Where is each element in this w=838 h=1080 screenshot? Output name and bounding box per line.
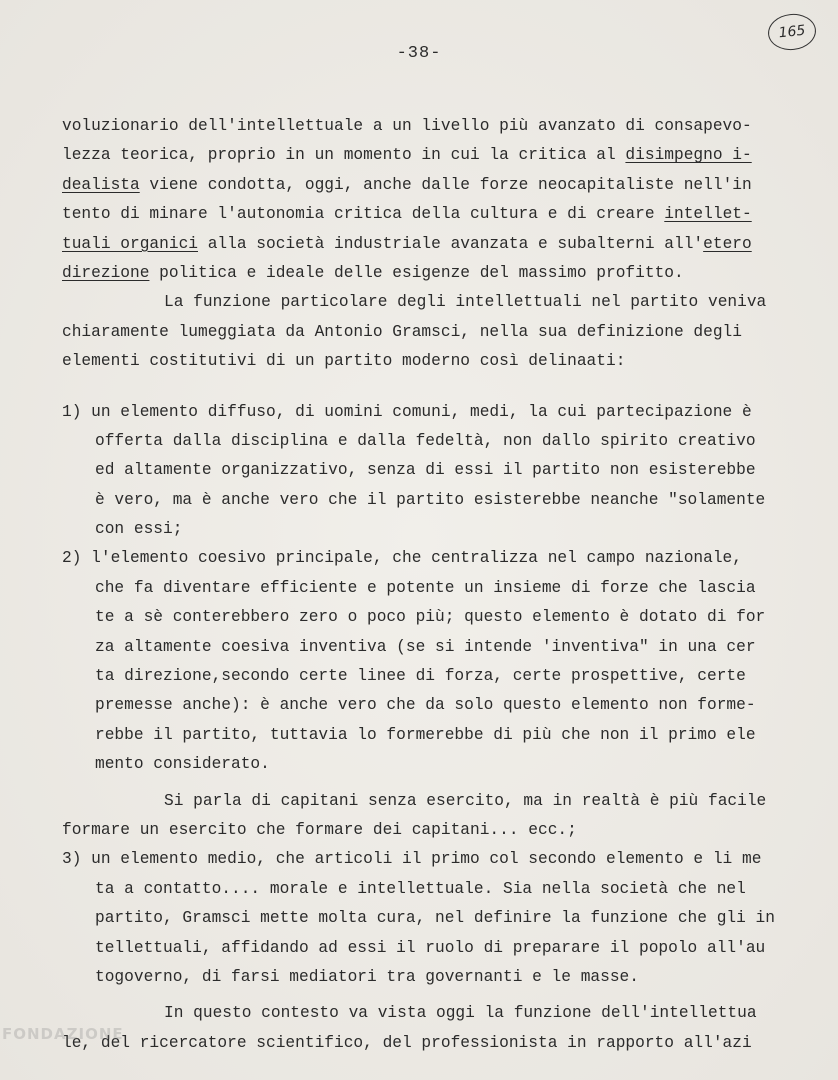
text-line: direzione politica e ideale delle esigenze del massimo profitto.: [62, 263, 684, 282]
text-line: tellettuali, affidando ad essi il ruolo di preparare il popolo all'au: [95, 938, 766, 957]
text-line: con essi;: [95, 520, 183, 539]
page-number: -38-: [396, 44, 442, 63]
text-line: offerta dalla disciplina e dalla fedeltà, non dallo spirito creativo: [95, 431, 756, 450]
text-line: 3) un elemento medio, che articoli il primo col secondo elemento e li me: [62, 850, 762, 869]
text-line: togoverno, di farsi mediatori tra governanti e le masse.: [95, 967, 639, 986]
text-line: le, del ricercatore scientifico, del professionista in rapporto all'azi: [62, 1033, 752, 1052]
text-line: ta direzione,secondo certe linee di forza, certe prospettive, certe: [95, 667, 746, 686]
text-line: La funzione particolare degli intellettuali nel partito veniva: [164, 293, 767, 312]
text-line: Si parla di capitani senza esercito, ma in realtà è più facile: [164, 791, 767, 810]
text-line: ta a contatto.... morale e intellettuale. Sia nella società che nel: [95, 879, 746, 898]
text-line: ed altamente organizzativo, senza di essi il partito non esisterebbe: [95, 461, 756, 480]
text-line: lezza teorica, proprio in un momento in cui la critica al disimpegno i-: [62, 146, 752, 165]
text-line: rebbe il partito, tuttavia lo formerebbe di più che non il primo ele: [95, 725, 756, 744]
text-line: chiaramente lumeggiata da Antonio Gramsci, nella sua definizione degli: [62, 322, 742, 341]
text-line: partito, Gramsci mette molta cura, nel definire la funzione che gli in: [95, 909, 775, 928]
text-line: è vero, ma è anche vero che il partito esisterebbe neanche "solamente: [95, 490, 766, 509]
text-line: elementi costitutivi di un partito moderno così delinaati:: [62, 352, 626, 371]
text-line: formare un esercito che formare dei capitani... ecc.;: [62, 820, 577, 839]
text-line: te a sè conterebbero zero o poco più; questo elemento è dotato di for: [95, 608, 766, 627]
text-line: voluzionario dell'intellettuale a un livello più avanzato di consapevo-: [62, 117, 752, 135]
text-line: In questo contesto va vista oggi la funzione dell'intellettua: [164, 1004, 757, 1023]
text-line: 1) un elemento diffuso, di uomini comuni, medi, la cui partecipazione è: [62, 402, 752, 421]
text-line: premesse anche): è anche vero che da solo questo elemento non forme-: [95, 696, 756, 715]
text-line: za altamente coesiva inventiva (se si intende 'inventiva" in una cer: [95, 637, 756, 656]
archive-stamp: 165: [766, 12, 818, 53]
text-line: 2) l'elemento coesivo principale, che centralizza nel campo nazionale,: [62, 549, 742, 568]
text-line: tuali organici alla società industriale avanzata e subalterni all'etero: [62, 234, 752, 253]
archive-watermark: FONDAZIONE: [2, 1025, 124, 1043]
text-line: che fa diventare efficiente e potente un insieme di forze che lascia: [95, 578, 756, 597]
text-line: dealista viene condotta, oggi, anche dalle forze neocapitaliste nell'in: [62, 175, 752, 194]
text-line: mento considerato.: [95, 755, 270, 774]
typewritten-body: [62, 112, 782, 1058]
text-line: tento di minare l'autonomia critica della cultura e di creare intellet-: [62, 205, 752, 224]
